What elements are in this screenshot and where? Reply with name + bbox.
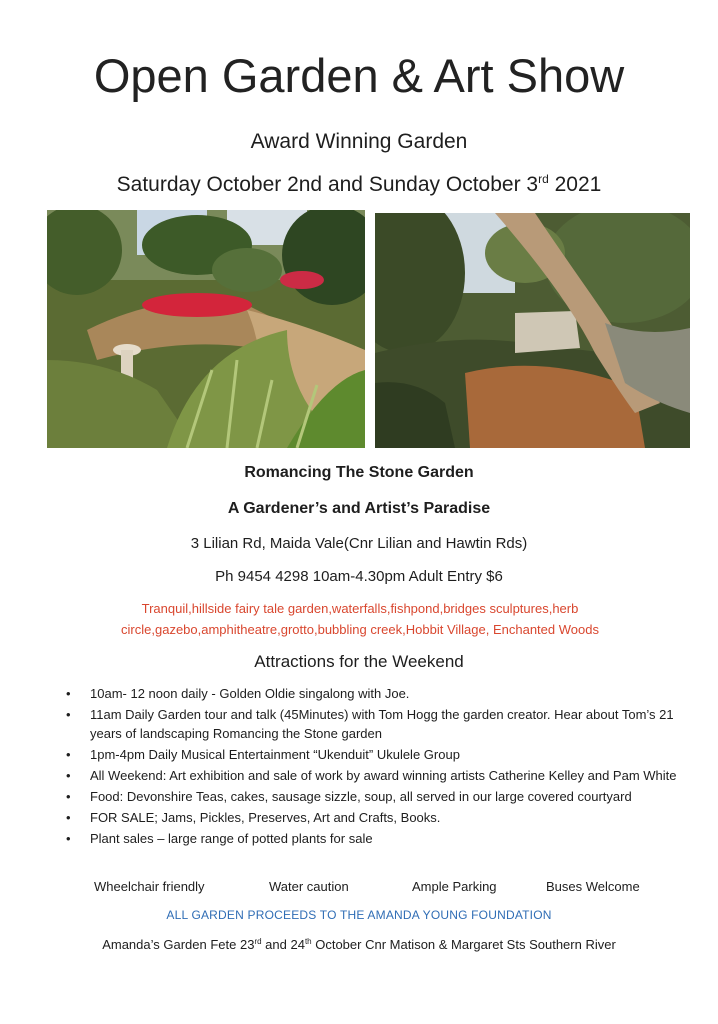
page-title: Open Garden & Art Show: [93, 49, 625, 102]
garden-name: Romancing The Stone Garden: [244, 464, 474, 481]
date-start: Saturday October 2nd and Sunday October 3: [116, 173, 539, 196]
feature-wheelchair: Wheelchair friendly: [94, 879, 205, 894]
list-item: [66, 705, 696, 743]
bullet-icon: •: [66, 707, 71, 722]
date-end: 2021: [548, 173, 602, 196]
list-item-text: All Weekend: Art exhibition and sale of work by award winning artists Catherine Kelley and Pam White: [90, 768, 677, 783]
subtitle: Award Winning Garden: [250, 130, 468, 153]
garden-description: Tranquil,hillside fairy tale garden,waterfalls,fishpond,bridges sculptures,herb circle,gazebo,amphitheatre,grotto,bubbling creek,Hobbit Village, Enchanted Woods: [121, 601, 599, 637]
bullet-icon: •: [66, 686, 71, 701]
attractions-list: [66, 684, 696, 850]
fete-superscript-2: th: [304, 937, 312, 946]
bullet-icon: •: [66, 810, 71, 825]
list-item-text: FOR SALE; Jams, Pickles, Preserves, Art and Crafts, Books.: [90, 810, 441, 825]
bullet-icon: •: [66, 747, 71, 762]
event-dates: [0, 170, 718, 200]
attractions-heading: Attractions for the Weekend: [254, 652, 464, 671]
fete-text-c: October Cnr Matison & Margaret Sts Southern River: [311, 937, 616, 952]
list-item: [66, 745, 696, 764]
feature-buses: Buses Welcome: [546, 879, 640, 894]
list-item: [66, 684, 696, 703]
fete-text-b: and 24: [261, 937, 305, 952]
feature-parking: Ample Parking: [412, 879, 497, 894]
list-item-text: 10am- 12 noon daily - Golden Oldie singalong with Joe.: [90, 686, 410, 701]
list-item: [66, 787, 696, 806]
address: 3 Lilian Rd, Maida Vale(Cnr Lilian and Hawtin Rds): [190, 535, 528, 552]
fete-superscript-1: rd: [254, 937, 262, 946]
feature-water-caution: Water caution: [269, 879, 349, 894]
list-item: [66, 829, 696, 848]
date-superscript: rd: [538, 172, 549, 186]
contact-info: Ph 9454 4298 10am-4.30pm Adult Entry $6: [215, 568, 503, 585]
fete-text-a: Amanda’s Garden Fete 23: [102, 937, 255, 952]
bullet-icon: •: [66, 768, 71, 783]
list-item-text: 1pm-4pm Daily Musical Entertainment “Ukenduit” Ukulele Group: [90, 747, 460, 762]
bullet-icon: •: [66, 831, 71, 846]
list-item: [66, 808, 696, 827]
list-item-text: Plant sales – large range of potted plants for sale: [90, 831, 373, 846]
proceeds-notice: ALL GARDEN PROCEEDS TO THE AMANDA YOUNG FOUNDATION: [166, 908, 552, 922]
list-item-text: Food: Devonshire Teas, cakes, sausage sizzle, soup, all served in our large covered courtyard: [90, 789, 632, 804]
fete-notice: [0, 935, 718, 955]
creek-photo: [375, 213, 690, 448]
tagline: A Gardener’s and Artist’s Paradise: [227, 500, 491, 517]
bullet-icon: •: [66, 789, 71, 804]
list-item-text: 11am Daily Garden tour and talk (45Minutes) with Tom Hogg the garden creator. Hear about Tom’s 21 years of landscaping Romancing the Stone garden: [90, 707, 674, 741]
garden-photo: [47, 210, 365, 448]
list-item: [66, 766, 696, 785]
